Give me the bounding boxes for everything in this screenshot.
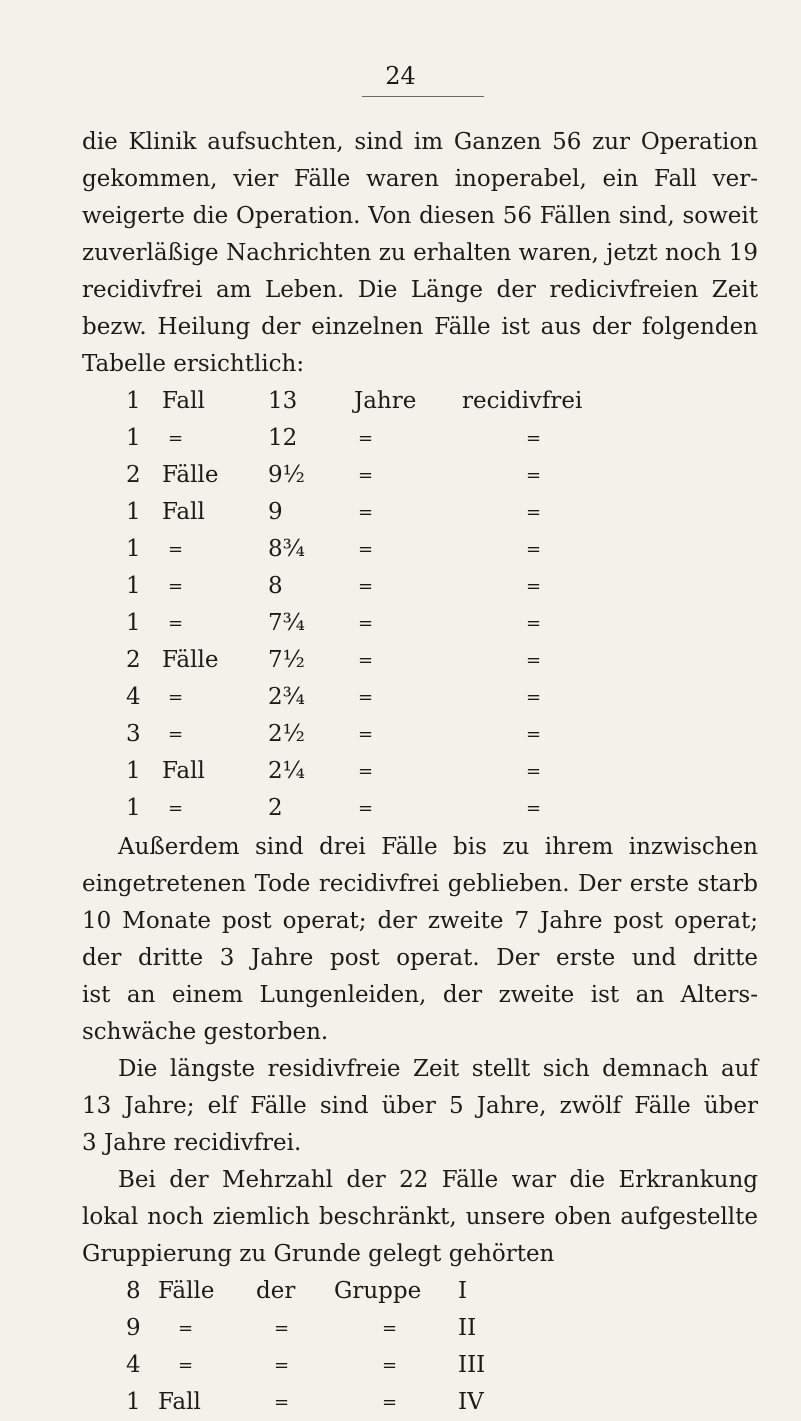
count-cell: 1: [126, 1389, 141, 1415]
count-cell: 1: [126, 499, 141, 525]
status-cell: =: [526, 502, 542, 523]
unit-cell: Fall: [158, 1389, 201, 1415]
text-line: recidivfrei am Leben. Die Länge der redicivfreien Zeit: [82, 277, 758, 303]
label-cell: =: [358, 761, 374, 782]
count-cell: 8: [126, 1278, 141, 1304]
unit-cell: =: [168, 613, 184, 634]
years-cell: 2¼: [268, 758, 305, 784]
status-cell: =: [526, 576, 542, 597]
unit-cell: =: [178, 1355, 194, 1376]
status-cell: =: [526, 798, 542, 819]
unit-cell: =: [168, 576, 184, 597]
unit-cell: =: [168, 428, 184, 449]
text-line: Außerdem sind drei Fälle bis zu ihrem inzwischen: [118, 834, 758, 860]
years-cell: 9: [268, 499, 283, 525]
label-cell: Jahre: [354, 388, 417, 414]
status-cell: =: [526, 539, 542, 560]
status-cell: =: [526, 724, 542, 745]
count-cell: 2: [126, 462, 141, 488]
text-line: schwäche gestorben.: [82, 1019, 329, 1045]
text-line: lokal noch ziemlich beschränkt, unsere oben aufgestellte: [82, 1204, 758, 1230]
count-cell: 4: [126, 684, 141, 710]
text-line: Gruppierung zu Grunde gelegt gehörten: [82, 1241, 555, 1267]
unit-cell: Fälle: [162, 462, 219, 488]
paragraph-deaths: [82, 829, 758, 1051]
label-cell: =: [358, 650, 374, 671]
unit-cell: =: [168, 687, 184, 708]
page-number: 24: [385, 62, 416, 90]
text-line: bezw. Heilung der einzelnen Fälle ist aus der folgenden: [82, 314, 758, 340]
label-cell: =: [358, 798, 374, 819]
count-cell: 1: [126, 425, 141, 451]
group-cell: Gruppe: [334, 1278, 422, 1304]
status-cell: =: [526, 650, 542, 671]
group-numeral: I: [458, 1278, 468, 1304]
status-cell: recidivfrei: [462, 388, 583, 414]
unit-cell: =: [168, 539, 184, 560]
unit-cell: =: [168, 724, 184, 745]
text-line: weigerte die Operation. Von diesen 56 Fällen sind, soweit: [82, 203, 758, 229]
text-line: 10 Monate post operat; der zweite 7 Jahre post operat;: [82, 908, 758, 934]
paragraph-majority: [82, 1162, 758, 1273]
text-line: gekommen, vier Fälle waren inoperabel, ein Fall ver-: [82, 166, 758, 192]
unit-cell: =: [178, 1318, 194, 1339]
text-line: der dritte 3 Jahre post operat. Der erste und dritte: [82, 945, 758, 971]
count-cell: 1: [126, 795, 141, 821]
years-cell: 2: [268, 795, 283, 821]
text-line: eingetretenen Tode recidivfrei geblieben. Der erste starb: [82, 871, 758, 897]
paragraph-intro: [82, 124, 758, 383]
unit-cell: Fälle: [158, 1278, 215, 1304]
years-cell: 13: [268, 388, 298, 414]
years-cell: 8¾: [268, 536, 305, 562]
label-cell: =: [358, 539, 374, 560]
text-line: die Klinik aufsuchten, sind im Ganzen 56 zur Operation: [82, 129, 758, 155]
group-numeral: II: [458, 1315, 477, 1341]
years-cell: 7¾: [268, 610, 305, 636]
count-cell: 4: [126, 1352, 141, 1378]
status-cell: =: [526, 761, 542, 782]
count-cell: 1: [126, 573, 141, 599]
years-cell: 12: [268, 425, 298, 451]
group-numeral: IV: [458, 1389, 484, 1415]
label-cell: =: [358, 576, 374, 597]
of-cell: =: [274, 1355, 290, 1376]
text-line: Die längste residivfreie Zeit stellt sich demnach auf: [118, 1056, 758, 1082]
count-cell: 9: [126, 1315, 141, 1341]
unit-cell: Fall: [162, 388, 205, 414]
unit-cell: Fälle: [162, 647, 219, 673]
status-cell: =: [526, 465, 542, 486]
page-number-rule: [362, 96, 484, 97]
group-numeral: III: [458, 1352, 486, 1378]
years-cell: 9½: [268, 462, 305, 488]
label-cell: =: [358, 428, 374, 449]
unit-cell: Fall: [162, 499, 205, 525]
text-line: 3 Jahre recidivfrei.: [82, 1130, 302, 1156]
of-cell: der: [256, 1278, 296, 1304]
unit-cell: =: [168, 798, 184, 819]
text-line: Tabelle ersichtlich:: [82, 351, 305, 377]
count-cell: 3: [126, 721, 141, 747]
years-cell: 2¾: [268, 684, 305, 710]
count-cell: 1: [126, 610, 141, 636]
label-cell: =: [358, 724, 374, 745]
status-cell: =: [526, 687, 542, 708]
of-cell: =: [274, 1318, 290, 1339]
status-cell: =: [526, 428, 542, 449]
text-line: 13 Jahre; elf Fälle sind über 5 Jahre, zwölf Fälle über: [82, 1093, 758, 1119]
text-line: Bei der Mehrzahl der 22 Fälle war die Erkrankung: [118, 1167, 758, 1193]
years-cell: 2½: [268, 721, 305, 747]
paragraph-longest: [82, 1051, 758, 1162]
count-cell: 1: [126, 758, 141, 784]
label-cell: =: [358, 502, 374, 523]
years-cell: 7½: [268, 647, 305, 673]
of-cell: =: [274, 1392, 290, 1413]
group-cell: =: [382, 1318, 398, 1339]
text-line: ist an einem Lungenleiden, der zweite ist an Alters-: [82, 982, 758, 1008]
count-cell: 1: [126, 536, 141, 562]
label-cell: =: [358, 687, 374, 708]
status-cell: =: [526, 613, 542, 634]
label-cell: =: [358, 613, 374, 634]
group-cell: =: [382, 1355, 398, 1376]
text-line: zuverläßige Nachrichten zu erhalten waren, jetzt noch 19: [82, 240, 758, 266]
label-cell: =: [358, 465, 374, 486]
unit-cell: Fall: [162, 758, 205, 784]
count-cell: 1: [126, 388, 141, 414]
count-cell: 2: [126, 647, 141, 673]
years-cell: 8: [268, 573, 283, 599]
group-cell: =: [382, 1392, 398, 1413]
